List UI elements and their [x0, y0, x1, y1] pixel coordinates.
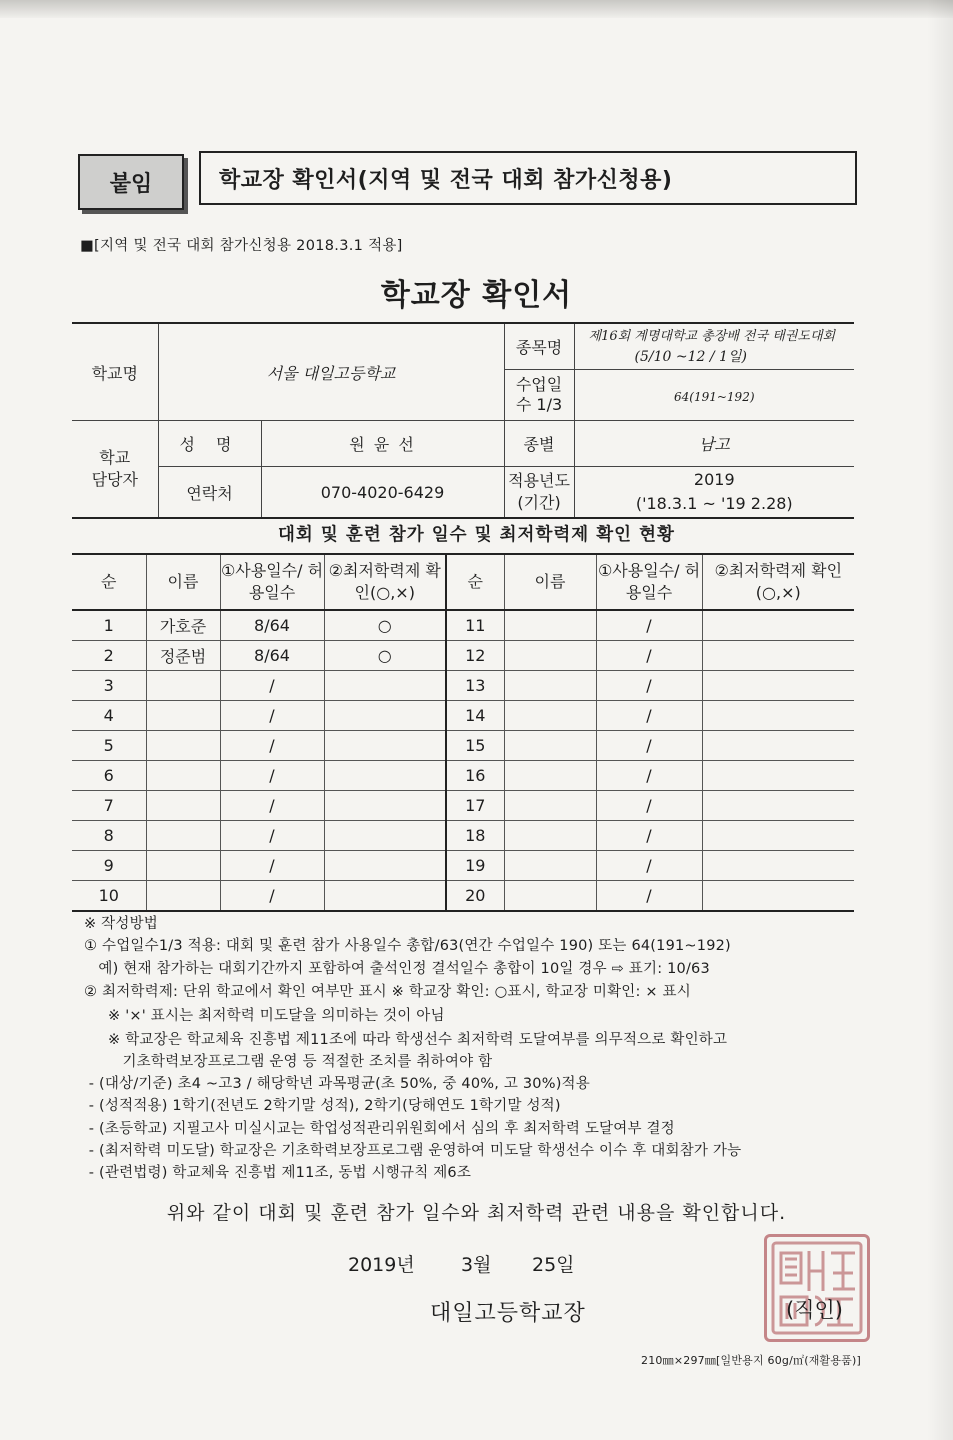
min-academic-check [324, 821, 446, 851]
info-table [72, 322, 854, 519]
participation-table [72, 553, 854, 912]
days-value: 64(191~192) [574, 370, 854, 421]
student-name [504, 701, 596, 731]
document-title: 학교장 확인서 [380, 278, 573, 313]
student-name [146, 851, 220, 881]
note-line: ※ 작성방법 [84, 916, 158, 932]
min-academic-check [702, 791, 854, 821]
principal-title: 대일고등학교장 [430, 1301, 586, 1326]
table-row [72, 761, 854, 791]
days-used: / [596, 731, 702, 761]
student-name [504, 791, 596, 821]
row-number: 7 [72, 791, 146, 821]
event-date-handwritten: (5/10 ~12 / 1일) [634, 348, 747, 365]
days-used: / [220, 791, 324, 821]
days-used: / [220, 761, 324, 791]
student-name [146, 791, 220, 821]
min-academic-check [324, 791, 446, 821]
year-label [504, 467, 574, 519]
contact-label: 연락처 [158, 467, 261, 519]
header-check: ②최저학력제 확인(○,×) [702, 554, 854, 610]
year-value [574, 467, 854, 519]
days-used: / [596, 671, 702, 701]
min-academic-check: ○ [324, 641, 446, 671]
days-label [504, 370, 574, 421]
days-used: / [596, 851, 702, 881]
student-name [504, 641, 596, 671]
student-name [504, 761, 596, 791]
year-number: 2019 [693, 470, 735, 489]
note-line: ② 최저학력제: 단위 학교에서 확인 여부만 표시 ※ 학교장 확인: ○표시, 학교장 미확인: × 표시 [84, 984, 691, 1000]
event-label: 종목명 [504, 323, 574, 370]
section-title: 대회 및 훈련 참가 일수 및 최저학력제 확인 현황 [278, 525, 675, 545]
student-name [146, 761, 220, 791]
row-number: 18 [446, 821, 504, 851]
student-name [504, 671, 596, 701]
row-number: 16 [446, 761, 504, 791]
table-row [72, 821, 854, 851]
note-line: - (성적적용) 1학기(전년도 2학기말 성적), 2학기(당해연도 1학기말 성적) [84, 1098, 561, 1114]
min-academic-check [324, 701, 446, 731]
min-academic-check [324, 881, 446, 912]
student-name [146, 821, 220, 851]
days-used: / [220, 851, 324, 881]
days-used: / [596, 791, 702, 821]
min-academic-check [702, 761, 854, 791]
row-number: 14 [446, 701, 504, 731]
days-used: / [220, 881, 324, 912]
note-line: 예) 현재 참가하는 대회기간까지 포함하여 출석인정 결석일수 총합이 10일 경우 ⇨ 표기: 10/63 [84, 961, 710, 977]
category-value: 남고 [574, 421, 854, 467]
name-value: 원 윤 선 [261, 421, 504, 467]
student-name [146, 731, 220, 761]
student-name [504, 610, 596, 641]
student-name [504, 731, 596, 761]
row-number: 6 [72, 761, 146, 791]
days-used: / [596, 821, 702, 851]
min-academic-check [324, 761, 446, 791]
header-days: ①사용일수/ 허용일수 [596, 554, 702, 610]
student-name [504, 851, 596, 881]
staff-label-text: 학교 담당자 [91, 448, 138, 489]
days-used: 8/64 [220, 641, 324, 671]
min-academic-check [702, 641, 854, 671]
row-number: 3 [72, 671, 146, 701]
row-number: 15 [446, 731, 504, 761]
row-number: 17 [446, 791, 504, 821]
days-used: / [596, 610, 702, 641]
min-academic-check [702, 881, 854, 912]
note-line: ① 수업일수1/3 적용: 대회 및 훈련 참가 사용일수 총합/63(연간 수업일수 190) 또는 64(191~192) [84, 938, 731, 954]
confirmation-statement: 위와 같이 대회 및 훈련 참가 일수와 최저학력 관련 내용을 확인합니다. [166, 1202, 787, 1224]
row-number: 12 [446, 641, 504, 671]
note-line: ※ '×' 표시는 최저학력 미도달을 의미하는 것이 아님 [84, 1008, 445, 1024]
date-year: 2019년 [348, 1254, 415, 1276]
header-name: 이름 [504, 554, 596, 610]
header-name: 이름 [146, 554, 220, 610]
header-title: 학교장 확인서(지역 및 전국 대회 참가신청용) [199, 151, 857, 205]
date-day: 25일 [532, 1254, 575, 1276]
table-row [72, 641, 854, 671]
min-academic-check [702, 851, 854, 881]
note-line: ※ 학교장은 학교체육 진흥법 제11조에 따라 학생선수 최저학력 도달여부를 의무적으로 확인하고 [84, 1032, 728, 1048]
days-used: / [596, 701, 702, 731]
note-line: - (관련법령) 학교체육 진흥법 제11조, 동법 시행규칙 제6조 [84, 1165, 472, 1181]
table-row [72, 731, 854, 761]
page-top-edge [0, 0, 953, 18]
days-used: 8/64 [220, 610, 324, 641]
event-value [574, 323, 854, 370]
min-academic-check [702, 701, 854, 731]
row-number: 4 [72, 701, 146, 731]
note-line: 기초학력보장프로그램 운영 등 적절한 조치를 취하여야 함 [84, 1054, 493, 1070]
min-academic-check [702, 671, 854, 701]
header-no: 순 [72, 554, 146, 610]
row-number: 9 [72, 851, 146, 881]
student-name [504, 821, 596, 851]
official-seal-stamp [764, 1234, 870, 1342]
days-used: / [220, 671, 324, 701]
row-number: 10 [72, 881, 146, 912]
min-academic-check [324, 851, 446, 881]
min-academic-check [702, 821, 854, 851]
student-name [146, 671, 220, 701]
form-subnote: ■[지역 및 전국 대회 참가신청용 2018.3.1 적용] [80, 238, 403, 254]
table-row [72, 701, 854, 731]
note-line: - (최저학력 미도달) 학교장은 기초학력보장프로그램 운영하여 미도달 학생선수 이수 후 대회참가 가능 [84, 1143, 742, 1159]
table-row [72, 851, 854, 881]
min-academic-check [324, 671, 446, 701]
table-row [72, 881, 854, 912]
row-number: 5 [72, 731, 146, 761]
year-label-text: 적용년도 (기간) [508, 471, 570, 512]
header-check: ②최저학력제 확인(○,×) [324, 554, 446, 610]
min-academic-check: ○ [324, 610, 446, 641]
school-name: 서울 대일고등학교 [158, 323, 504, 421]
min-academic-check [702, 610, 854, 641]
row-number: 8 [72, 821, 146, 851]
contact-value: 070-4020-6429 [261, 467, 504, 519]
days-used: / [596, 761, 702, 791]
header-no: 순 [446, 554, 504, 610]
student-name [146, 701, 220, 731]
year-period: ('18.3.1 ~ '19 2.28) [635, 494, 793, 513]
row-number: 2 [72, 641, 146, 671]
days-used: / [220, 701, 324, 731]
student-name [146, 881, 220, 912]
table-row [72, 610, 854, 641]
name-label: 성 명 [158, 421, 261, 467]
attachment-tag: 붙임 [78, 154, 184, 210]
staff-label [72, 421, 158, 519]
row-number: 1 [72, 610, 146, 641]
min-academic-check [702, 731, 854, 761]
days-used: / [596, 881, 702, 912]
table-row [72, 671, 854, 701]
student-name: 가호준 [146, 610, 220, 641]
header-days: ①사용일수/ 허용일수 [220, 554, 324, 610]
days-used: / [220, 821, 324, 851]
days-label-text: 수업일수 1/3 [515, 375, 563, 414]
seal-label: (직인) [786, 1298, 843, 1322]
days-used: / [596, 641, 702, 671]
note-line: - (초등학교) 지필고사 미실시교는 학업성적관리위원회에서 심의 후 최저학력 도달여부 결정 [84, 1121, 675, 1137]
date-month: 3월 [461, 1254, 492, 1276]
min-academic-check [324, 731, 446, 761]
row-number: 11 [446, 610, 504, 641]
note-line: - (대상/기준) 초4 ~고3 / 해당학년 과목평균(초 50%, 중 40%, 고 30%)적용 [84, 1076, 590, 1092]
row-number: 19 [446, 851, 504, 881]
category-label: 종별 [504, 421, 574, 467]
table-row [72, 791, 854, 821]
student-name [504, 881, 596, 912]
student-name: 정준범 [146, 641, 220, 671]
days-used: / [220, 731, 324, 761]
school-label: 학교명 [72, 323, 158, 421]
row-number: 13 [446, 671, 504, 701]
row-number: 20 [446, 881, 504, 912]
event-name-handwritten: 제16회 계명대학교 총장배 전국 태권도대회 [588, 328, 836, 344]
paper-spec: 210㎜×297㎜[일반용지 60g/㎡(재활용품)] [641, 1354, 861, 1367]
